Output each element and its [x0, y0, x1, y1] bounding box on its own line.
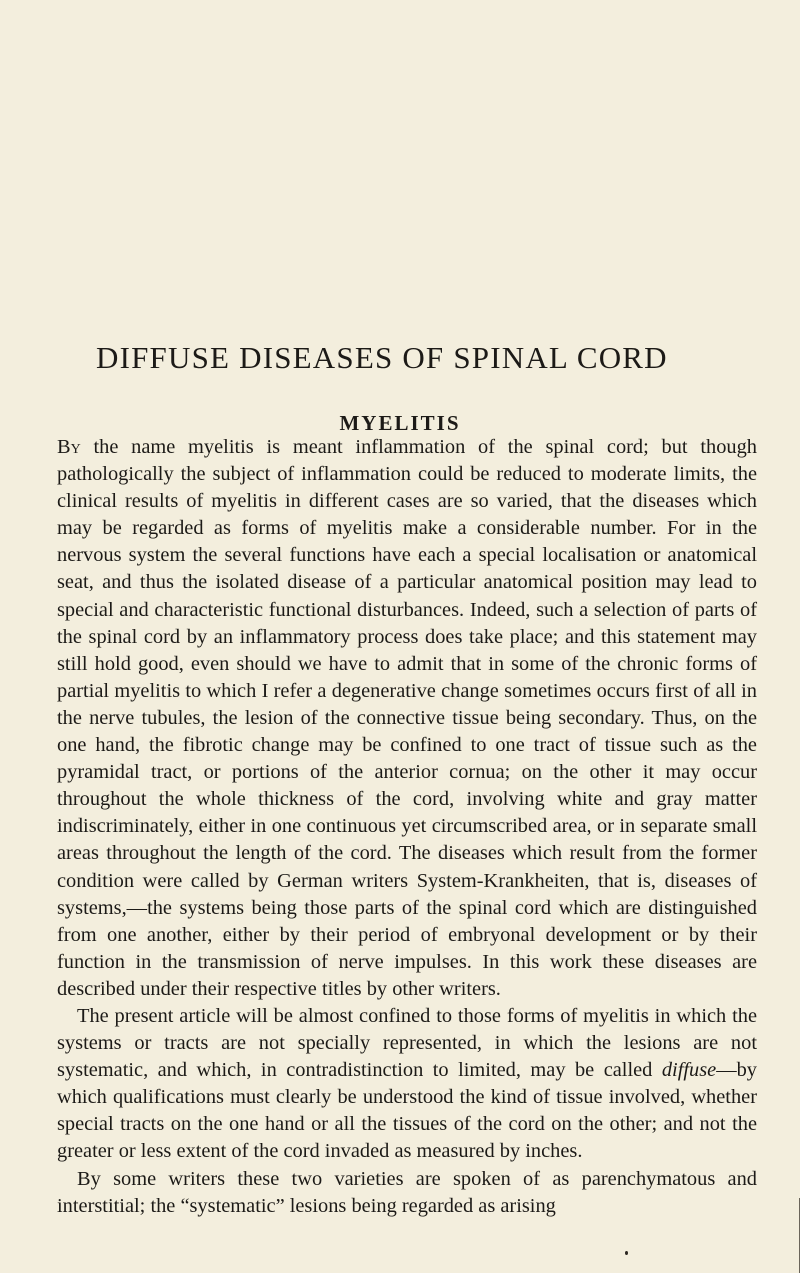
emphasis-diffuse: diffuse: [661, 1059, 717, 1082]
paragraph-1: [57, 434, 757, 1003]
chapter-title: DIFFUSE DISEASES OF SPINAL CORD: [96, 340, 668, 375]
drop-word: By: [57, 436, 81, 458]
paragraph-2: [57, 1003, 757, 1166]
paragraph-2-text-before: The present article will be almost confined to those forms of myelitis in which the systems or tracts are not specially represented, in which the lesions are not systematic, and which, in contradistinction to limited, may be called: [57, 1004, 757, 1082]
paragraph-2-text-after: —by which qualifications must clearly be understood the kind of tissue involved, whether special tracts on the one hand or all the tissues of the cord on the other; and not the greater or less extent of the cord invaded as measured by inches.: [57, 1059, 757, 1163]
ink-speck: [625, 1251, 628, 1255]
body-text: [57, 434, 757, 1220]
paragraph-3: [57, 1166, 757, 1220]
paragraph-3-text: By some writers these two varieties are spoken of as parenchymatous and interstitial; the “systematic” lesions being regarded as arising: [57, 1167, 757, 1217]
section-heading: MYELITIS: [339, 411, 461, 435]
paragraph-1-text: the name myelitis is meant inflammation of the spinal cord; but though pathologically the subject of inflammation could be reduced to moderate limits, the clinical results of myelitis in different cases are so varied, that the diseases which may be regarded as forms of myelitis make a considerable number. For in the nervous system the several functions have each a special localisation or anatomical seat, and thus the isolated disease of a particular anatomical position may lead to special and characteristic functional disturbances. Indeed, such a selection of parts of the spinal cord by an inflammatory process does take place; and this statement may still hold good, even should we have to admit that in some of the chronic forms of partial myelitis to which I refer a degenerative change sometimes occurs first of all in the nerve tubules, the lesion of the connective tissue being secondary. Thus, on the one hand, the fibrotic change may be confined to one tract of tissue such as the pyramidal tract, or portions of the anterior cornua; on the other it may occur throughout the whole thickness of the cord, involving white and gray matter indiscriminately, either in one continuous yet circumscribed area, or in separate small areas throughout the length of the cord. The diseases which result from the former condition were called by German writers System-Krankheiten, that is, diseases of systems,—the systems being those parts of the spinal cord which are distinguished from one another, either by their period of embryonal development or by their function in the transmission of nerve impulses. In this work these diseases are described under their respective titles by other writers.: [57, 436, 757, 1000]
